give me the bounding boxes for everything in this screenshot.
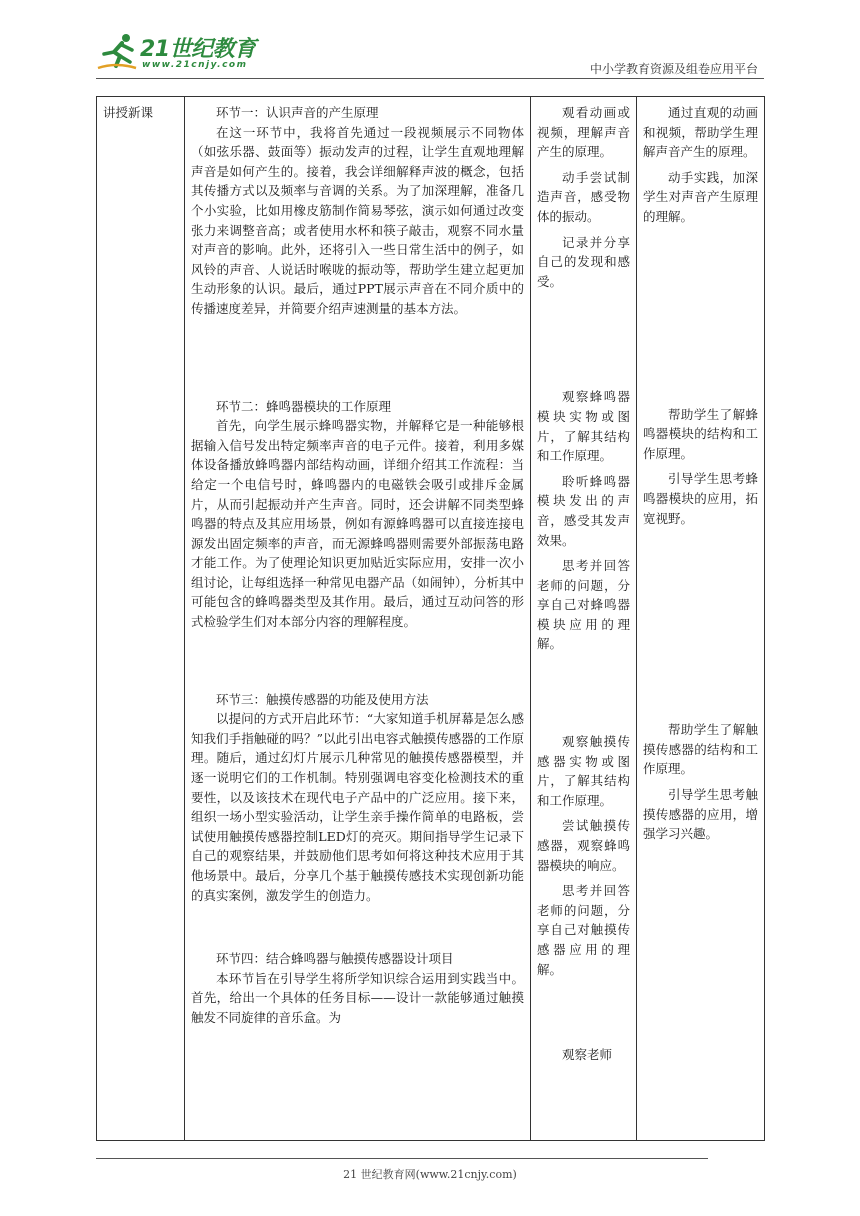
logo-text: 21世纪教育 (140, 37, 256, 62)
section-1-title: 环节一：认识声音的产生原理 (216, 105, 379, 120)
runner-logo-icon (96, 32, 140, 72)
section-3-title: 环节三：触摸传感器的功能及使用方法 (216, 691, 429, 707)
student-4-a: 观察老师 (562, 1047, 613, 1063)
section-2-body: 首先，向学生展示蜂鸣器实物，并解释它是一种能够根据输入信号发出特定频率声音的电子元件。接着，利用多媒体设备播放蜂鸣器内部结构动画，详细介绍其工作流程：当给定一个电信号时，蜂鸣器内的电磁铁会吸引或排斥金属片，从而引起振动并产生声音。同时，还会讲解不同类型蜂鸣器的特点及其应用场景，例如有源蜂鸣器可以直接连接电源发出固定频率的声音，而无源蜂鸣器则需要外部振荡电路才能工作。为了使理论知识更加贴近实际应用，安排一次小组讨论，让每组选择一种常见电器产品（如闹钟），分析其中可能包含的蜂鸣器类型及其作用。最后，通过互动问答的形式检验学生们对本部分内容的理解程度。 (191, 418, 524, 630)
student-1-a: 观看动画或视频，理解声音产生的原理。 (537, 105, 630, 160)
logo-url: www.21cnjy.com (142, 60, 248, 70)
student-3-c: 思考并回答老师的问题，分享自己对触摸传感器应用的理解。 (537, 883, 630, 977)
row-label: 讲授新课 (97, 97, 185, 1141)
student-activity-cell (531, 97, 637, 1141)
table-row (97, 97, 765, 1141)
platform-name: 中小学教育资源及组卷应用平台 (589, 62, 758, 76)
section-3-body: 以提问的方式开启此环节：“大家知道手机屏幕是怎么感知我们手指触碰的吗？”以此引出电容式触摸传感器的工作原理。随后，通过幻灯片展示几种常见的触摸传感器模型，并逐一说明它们的工作机制。特别强调电容变化检测技术的重要性，以及该技术在现代电子产品中的广泛应用。接下来，组织一场小型实验活动，让学生亲手操作简单的电路板，尝试使用触摸传感器控制LED灯的亮灭。期间指导学生记录下自己的观察结果，并鼓励他们思考如何将这种技术应用于其他场景中。最后，分享几个基于触摸传感技术实现创新功能的真实案例，激发学生的创造力。 (191, 711, 524, 903)
header-divider (96, 78, 764, 79)
student-2-c: 思考并回答老师的问题，分享自己对蜂鸣器模块应用的理解。 (537, 558, 630, 652)
student-3-a: 观察触摸传感器实物或图片，了解其结构和工作原理。 (537, 734, 630, 808)
teacher-activity-cell (185, 97, 531, 1141)
student-2-a: 观察蜂鸣器模块实物或图片，了解其结构和工作原理。 (537, 389, 630, 464)
lesson-table (96, 96, 765, 1141)
site-logo (96, 30, 276, 74)
section-4-body: 本环节旨在引导学生将所学知识综合运用到实践当中。首先，给出一个具体的任务目标——设计一款能够通过触摸触发不同旋律的音乐盒。为 (191, 970, 524, 1025)
footer-divider (96, 1158, 708, 1159)
student-1-c: 记录并分享自己的发现和感受。 (537, 234, 630, 289)
student-3-b: 尝试触摸传感器，观察蜂鸣器模块的响应。 (537, 818, 630, 873)
design-intent-cell (637, 97, 765, 1141)
section-1-body: 在这一环节中，我将首先通过一段视频展示不同物体（如弦乐器、鼓面等）振动发声的过程，让学生直观地理解声音是如何产生的。接着，我会详细解释声波的概念，包括其传播方式以及频率与音调的关系。为了加深理解，准备几个小实验，比如用橡皮筋制作简易琴弦，演示如何通过改变张力来调整音高；或者使用水杯和筷子敲击，观察不同水量对声音的影响。此外，还将引入一些日常生活中的例子，如风铃的声音、人说话时喉咙的振动等，帮助学生建立起更加生动形象的认识。最后，通过PPT展示声音在不同介质中的传播速度差异，并简要介绍声速测量的基本方法。 (191, 124, 524, 316)
student-2-b: 聆听蜂鸣器模块发出的声音，感受其发声效果。 (537, 473, 630, 548)
intent-1-a: 通过直观的动画和视频，帮助学生理解声音产生的原理。 (643, 105, 758, 160)
section-4-title: 环节四：结合蜂鸣器与触摸传感器设计项目 (216, 951, 454, 967)
intent-1-b: 动手实践，加深学生对声音产生原理的理解。 (643, 169, 758, 224)
intent-2-b: 引导学生思考蜂鸣器模块的应用，拓宽视野。 (643, 471, 758, 526)
page-footer: 21 世纪教育网(www.21cnjy.com) (343, 1168, 517, 1181)
student-1-b: 动手尝试制造声音，感受物体的振动。 (537, 169, 630, 224)
page-header (96, 30, 764, 78)
intent-3-a: 帮助学生了解触摸传感器的结构和工作原理。 (643, 722, 758, 777)
intent-2-a: 帮助学生了解蜂鸣器模块的结构和工作原理。 (643, 406, 758, 461)
section-2-title: 环节二：蜂鸣器模块的工作原理 (216, 398, 392, 414)
intent-3-b: 引导学生思考触摸传感器的应用，增强学习兴趣。 (643, 786, 758, 842)
